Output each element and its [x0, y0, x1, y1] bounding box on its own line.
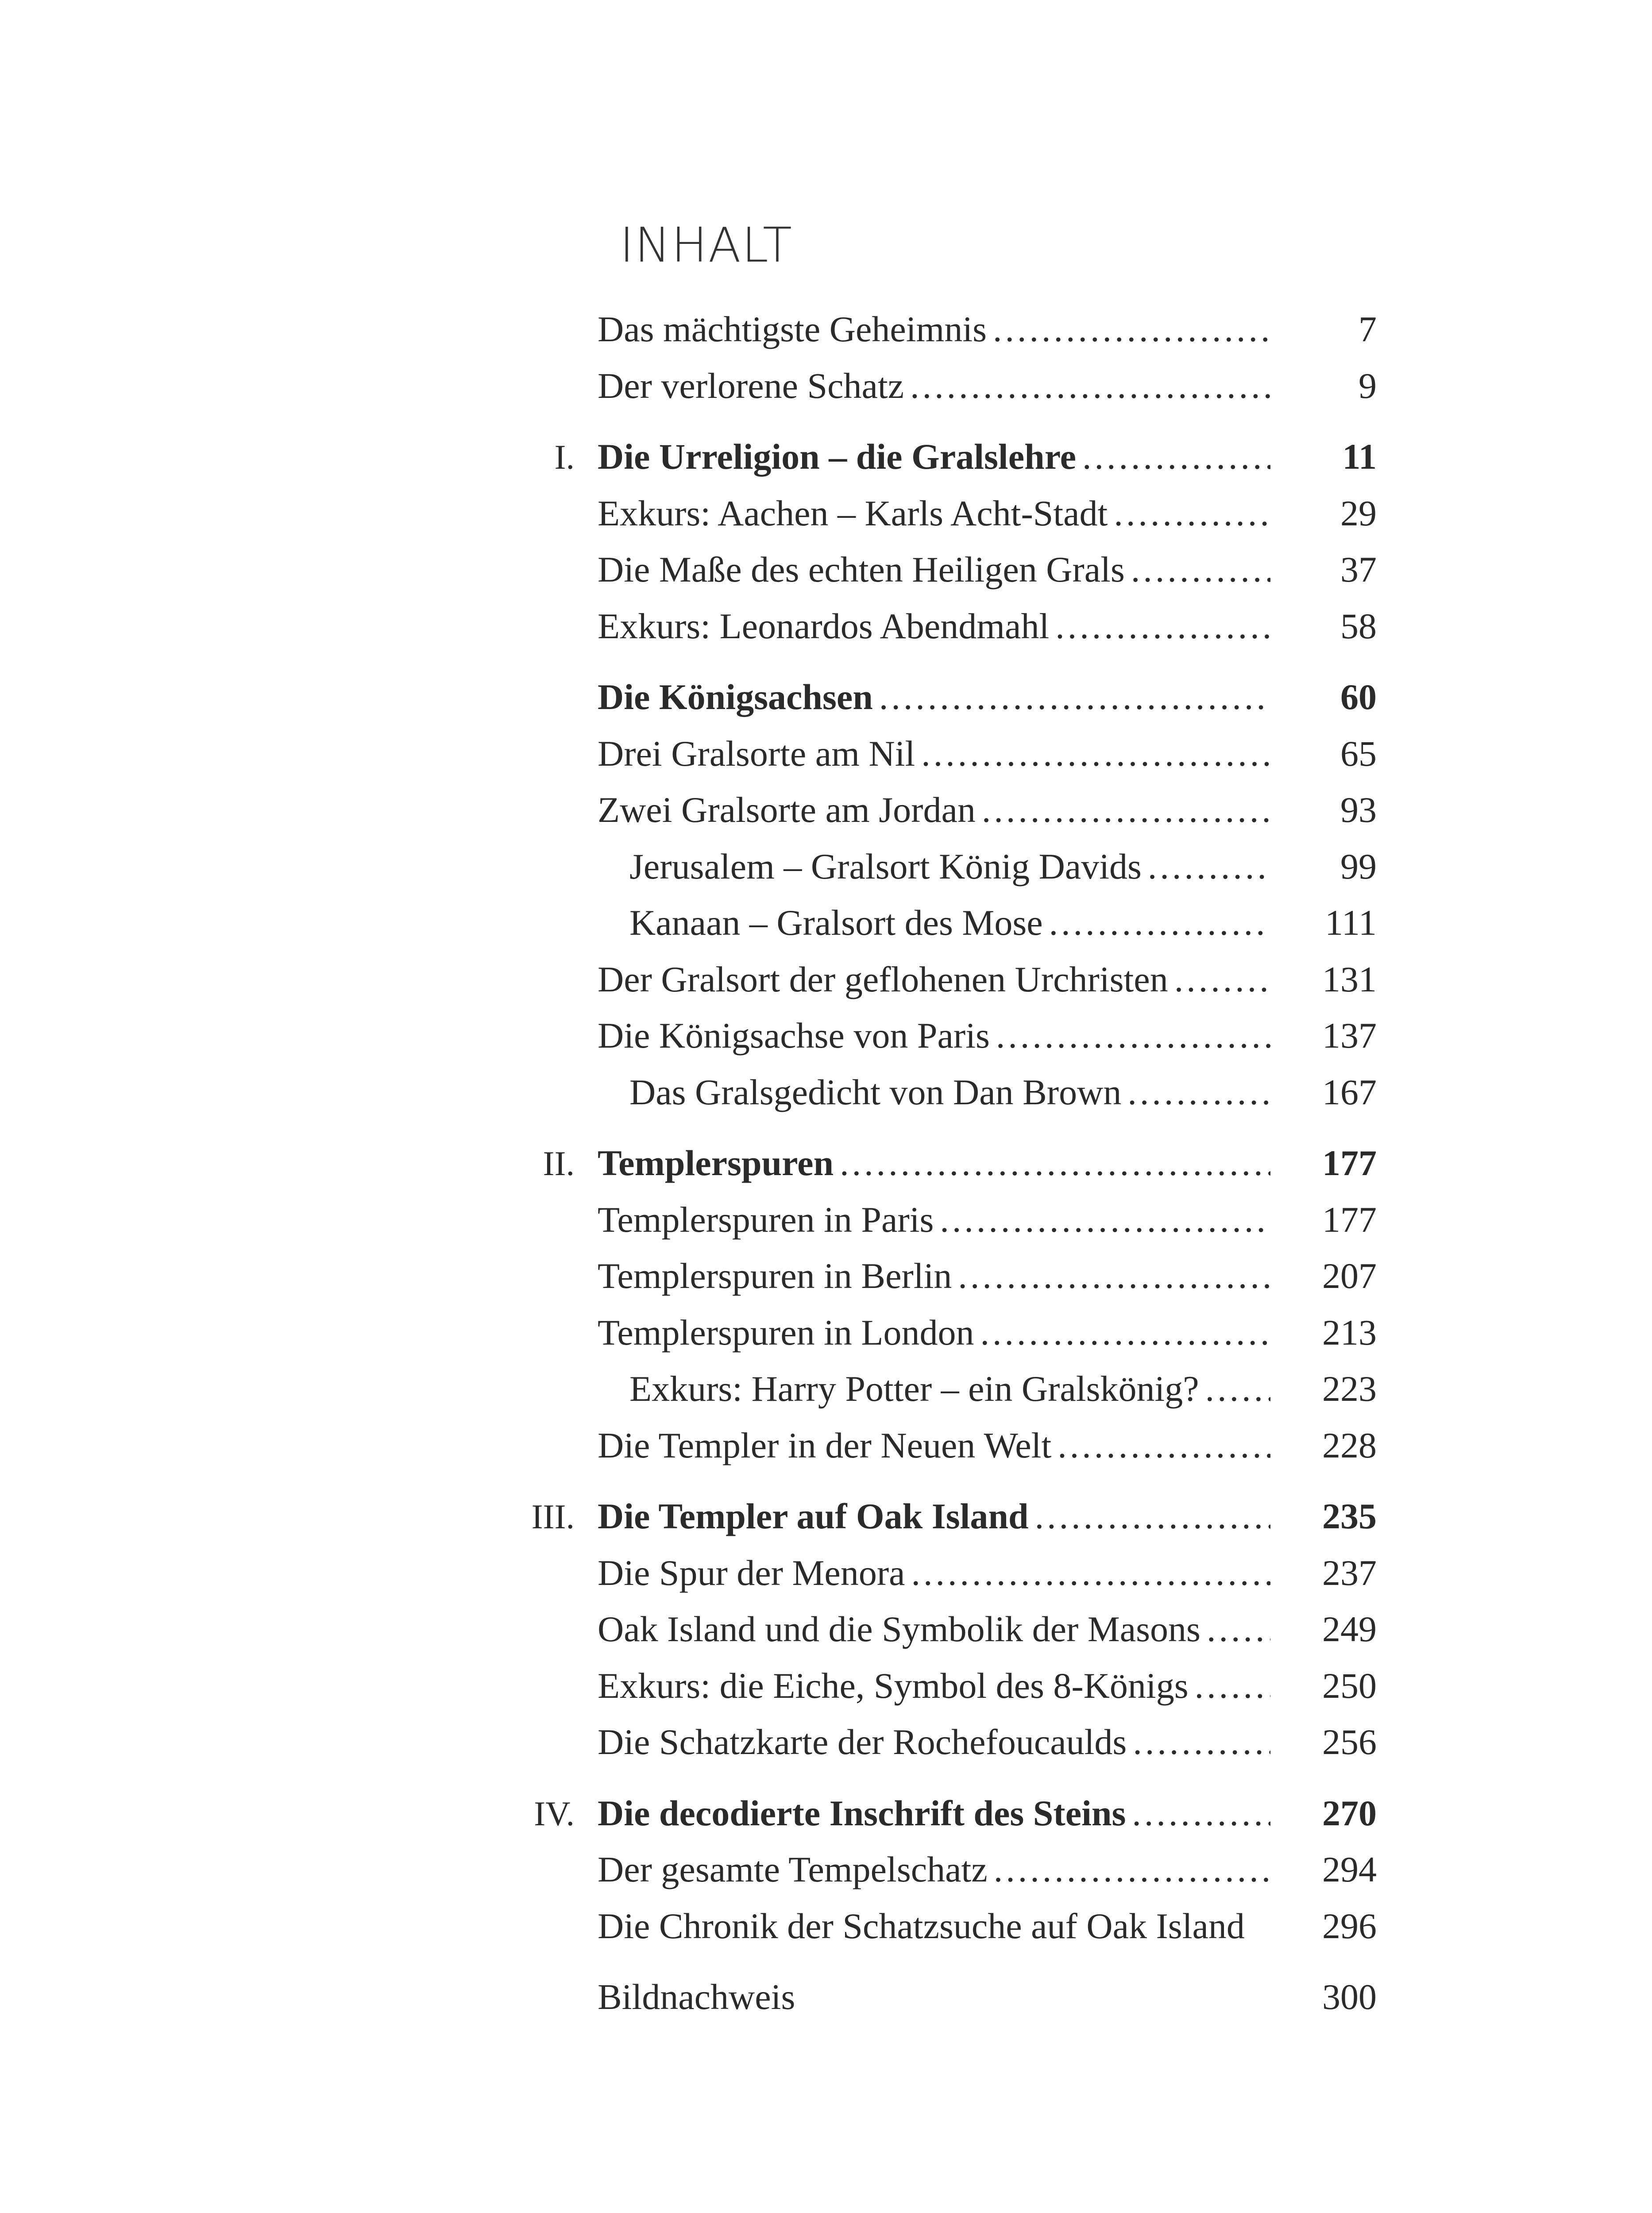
- entry-title: Templerspuren in Berlin: [598, 1256, 952, 1296]
- page-number: 177: [1322, 1199, 1377, 1240]
- toc-entry: [487, 1007, 1377, 1064]
- entry-title: Oak Island und die Symbolik der Masons: [598, 1609, 1200, 1649]
- entry-title: Drei Gralsorte am Nil: [598, 733, 915, 774]
- page-number: 235: [1322, 1496, 1377, 1536]
- entry-title: Der verlorene Schatz: [598, 365, 904, 406]
- toc-entry: [487, 1841, 1377, 1898]
- page-number: 207: [1322, 1256, 1377, 1296]
- toc-entry: [487, 1191, 1377, 1248]
- page-number: 93: [1340, 790, 1377, 830]
- page-number: 296: [1322, 1905, 1377, 1946]
- entry-title: Das Gralsgedicht von Dan Brown: [629, 1072, 1122, 1112]
- chapter-number: III.: [531, 1497, 575, 1536]
- dot-leader: [911, 1545, 1270, 1601]
- dot-leader: [1127, 1064, 1270, 1121]
- dot-leader: [1058, 1417, 1270, 1474]
- chapter-number: I.: [554, 438, 575, 476]
- entry-title: Exkurs: Leonardos Abendmahl: [598, 605, 1050, 646]
- toc-section: [487, 1969, 1377, 2025]
- toc-chapter-entry: [487, 1785, 1377, 1842]
- page-number: 99: [1340, 846, 1377, 887]
- chapter-number: II.: [543, 1144, 575, 1183]
- page-number: 131: [1322, 959, 1377, 999]
- dot-leader: [980, 1304, 1270, 1361]
- entry-title: Exkurs: Aachen – Karls Acht-Stadt: [598, 493, 1108, 533]
- entry-title: Die Chronik der Schatzsuche auf Oak Island: [598, 1905, 1245, 1946]
- page-number: 237: [1322, 1552, 1377, 1593]
- dot-leader: [879, 669, 1270, 725]
- toc-entry: [487, 1545, 1377, 1601]
- dot-leader: [958, 1248, 1270, 1304]
- dot-leader: [1035, 1488, 1270, 1545]
- dot-leader: [1114, 485, 1270, 542]
- toc-entry: [487, 1064, 1377, 1121]
- page-number: 60: [1340, 677, 1377, 717]
- entry-title: Die Maße des echten Heiligen Grals: [598, 549, 1125, 590]
- toc-entry: [487, 951, 1377, 1008]
- toc-entry: [487, 1361, 1377, 1417]
- toc-entry: [487, 541, 1377, 598]
- toc-entry: [487, 782, 1377, 838]
- toc-entry: [487, 485, 1377, 542]
- dot-leader: [910, 358, 1270, 414]
- dot-leader: [1133, 1714, 1270, 1770]
- entry-title: Die Templer in der Neuen Welt: [598, 1425, 1052, 1465]
- dot-leader: [1132, 1785, 1270, 1842]
- toc-entry: [487, 838, 1377, 895]
- entry-title: Die Königsachsen: [598, 677, 873, 717]
- entry-title: Exkurs: die Eiche, Symbol des 8-Königs: [598, 1665, 1189, 1706]
- page-number: 270: [1322, 1793, 1377, 1833]
- page-number: 250: [1322, 1665, 1377, 1706]
- page-number: 11: [1342, 436, 1377, 477]
- entry-title: Jerusalem – Gralsort König Davids: [629, 846, 1142, 887]
- entry-title: Exkurs: Harry Potter – ein Gralskönig?: [629, 1369, 1199, 1409]
- toc-entry: [487, 1969, 1377, 2025]
- toc-entry: [487, 1601, 1377, 1658]
- dot-leader: [994, 1841, 1270, 1898]
- entry-title: Die Schatzkarte der Rochefoucaulds: [598, 1722, 1127, 1762]
- toc-entry: [487, 1714, 1377, 1770]
- dot-leader: [1082, 428, 1270, 485]
- dot-leader: [921, 725, 1270, 782]
- page-number: 37: [1340, 549, 1377, 590]
- toc-entry: [487, 894, 1377, 951]
- toc-section: [487, 301, 1377, 414]
- entry-title: Das mächtigste Geheimnis: [598, 309, 987, 349]
- dot-leader: [1131, 541, 1270, 598]
- dot-leader: [982, 782, 1270, 838]
- dot-leader: [940, 1191, 1270, 1248]
- entry-title: Die decodierte Inschrift des Steins: [598, 1793, 1126, 1833]
- toc-chapter-entry: [487, 669, 1377, 725]
- toc-section: [487, 428, 1377, 654]
- entry-title: Die Urreligion – die Gralslehre: [598, 436, 1077, 477]
- toc-chapter-entry: [487, 1135, 1377, 1191]
- page-number: 111: [1325, 902, 1377, 943]
- dot-leader: [1148, 838, 1270, 895]
- page-number: 177: [1322, 1143, 1377, 1183]
- page-number: 294: [1322, 1849, 1377, 1889]
- toc-entry: [487, 598, 1377, 655]
- toc-chapter-entry: [487, 1488, 1377, 1545]
- page-number: 213: [1322, 1312, 1377, 1353]
- entry-title: Templerspuren in London: [598, 1312, 974, 1353]
- page-number: 256: [1322, 1722, 1377, 1762]
- toc-entry: [487, 358, 1377, 414]
- dot-leader: [1174, 951, 1270, 1008]
- toc-entry: [487, 1248, 1377, 1304]
- page-number: 9: [1359, 365, 1377, 406]
- chapter-number: IV.: [534, 1794, 575, 1833]
- dot-leader: [993, 301, 1270, 358]
- dot-leader: [1205, 1361, 1270, 1417]
- entry-title: Die Königsachse von Paris: [598, 1015, 990, 1056]
- entry-title: Der Gralsort der geflohenen Urchristen: [598, 959, 1168, 999]
- toc-section: [487, 669, 1377, 1120]
- dot-leader: [1207, 1601, 1270, 1658]
- page-title: INHALT: [620, 218, 793, 273]
- toc-entry: [487, 1304, 1377, 1361]
- dot-leader: [1049, 894, 1270, 951]
- toc-section: [487, 1135, 1377, 1473]
- entry-title: Die Spur der Menora: [598, 1552, 905, 1593]
- toc-entry: [487, 1898, 1377, 1955]
- entry-title: Templerspuren in Paris: [598, 1199, 934, 1240]
- page-number: 223: [1322, 1369, 1377, 1409]
- entry-title: Templerspuren: [598, 1143, 834, 1183]
- dot-leader: [1195, 1658, 1270, 1714]
- dot-leader: [996, 1007, 1270, 1064]
- toc-entry: [487, 725, 1377, 782]
- toc-entry: [487, 1658, 1377, 1714]
- entry-title: Die Templer auf Oak Island: [598, 1496, 1029, 1536]
- toc-section: [487, 1488, 1377, 1770]
- entry-title: Bildnachweis: [598, 1977, 795, 2017]
- table-of-contents: [487, 301, 1377, 2025]
- page-number: 65: [1340, 733, 1377, 774]
- page-number: 249: [1322, 1609, 1377, 1649]
- dot-leader: [1055, 598, 1270, 655]
- toc-section: [487, 1785, 1377, 1955]
- toc-chapter-entry: [487, 428, 1377, 485]
- page-number: 228: [1322, 1425, 1377, 1465]
- page-number: 7: [1359, 309, 1377, 349]
- page-number: 167: [1322, 1072, 1377, 1112]
- page-number: 58: [1340, 605, 1377, 646]
- dot-leader: [840, 1135, 1270, 1191]
- page-number: 300: [1322, 1977, 1377, 2017]
- page-number: 137: [1322, 1015, 1377, 1056]
- entry-title: Der gesamte Tempelschatz: [598, 1849, 988, 1889]
- entry-title: Zwei Gralsorte am Jordan: [598, 790, 976, 830]
- toc-entry: [487, 301, 1377, 358]
- toc-entry: [487, 1417, 1377, 1474]
- page-number: 29: [1340, 493, 1377, 533]
- entry-title: Kanaan – Gralsort des Mose: [629, 902, 1043, 943]
